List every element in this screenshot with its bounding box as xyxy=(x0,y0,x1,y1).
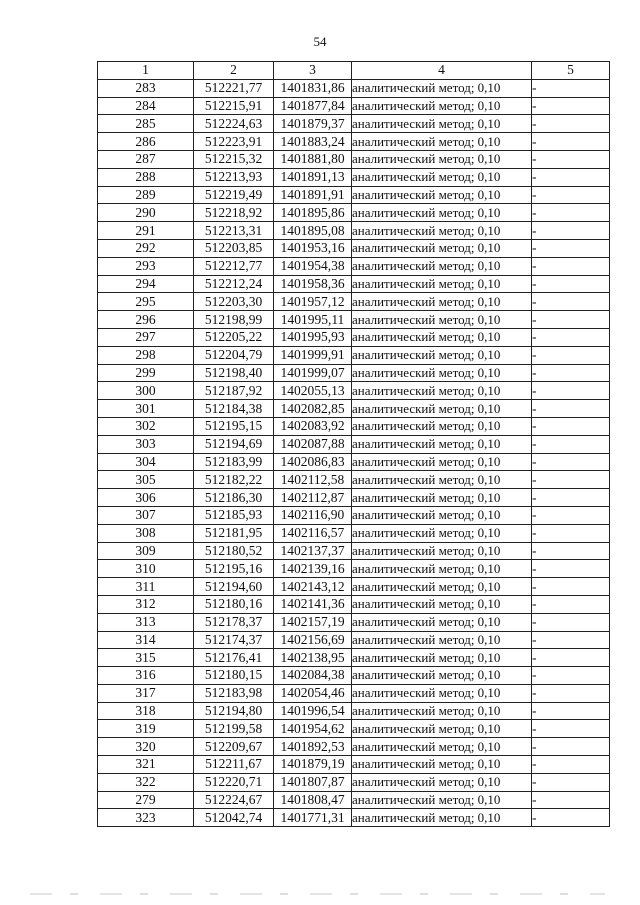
method-cell: аналитический метод; 0,10 xyxy=(352,257,532,275)
x-coordinate-cell: 512194,80 xyxy=(194,702,274,720)
table-row xyxy=(98,453,610,471)
point-number-cell: 315 xyxy=(98,649,194,667)
y-coordinate-cell: 1402112,87 xyxy=(274,489,352,507)
point-number-cell: 291 xyxy=(98,222,194,240)
table-row xyxy=(98,684,610,702)
x-coordinate-cell: 512199,58 xyxy=(194,720,274,738)
notes-cell: - xyxy=(532,702,610,720)
table-row xyxy=(98,702,610,720)
point-number-cell: 296 xyxy=(98,311,194,329)
point-number-cell: 284 xyxy=(98,97,194,115)
y-coordinate-cell: 1401999,07 xyxy=(274,364,352,382)
notes-cell: - xyxy=(532,168,610,186)
method-cell: аналитический метод; 0,10 xyxy=(352,435,532,453)
point-number-cell: 286 xyxy=(98,133,194,151)
y-coordinate-cell: 1401877,84 xyxy=(274,97,352,115)
point-number-cell: 294 xyxy=(98,275,194,293)
method-cell: аналитический метод; 0,10 xyxy=(352,186,532,204)
notes-cell: - xyxy=(532,453,610,471)
table-row xyxy=(98,79,610,97)
y-coordinate-cell: 1401879,19 xyxy=(274,756,352,774)
point-number-cell: 283 xyxy=(98,79,194,97)
y-coordinate-cell: 1402083,92 xyxy=(274,417,352,435)
method-cell: аналитический метод; 0,10 xyxy=(352,382,532,400)
point-number-cell: 321 xyxy=(98,756,194,774)
table-row xyxy=(98,186,610,204)
point-number-cell: 319 xyxy=(98,720,194,738)
scan-artifact-line xyxy=(30,893,605,895)
table-row xyxy=(98,417,610,435)
x-coordinate-cell: 512182,22 xyxy=(194,471,274,489)
y-coordinate-cell: 1401954,62 xyxy=(274,720,352,738)
table-row xyxy=(98,542,610,560)
x-coordinate-cell: 512181,95 xyxy=(194,524,274,542)
table-row xyxy=(98,738,610,756)
table-row xyxy=(98,257,610,275)
x-coordinate-cell: 512209,67 xyxy=(194,738,274,756)
table-row xyxy=(98,133,610,151)
notes-cell: - xyxy=(532,133,610,151)
notes-cell: - xyxy=(532,346,610,364)
method-cell: аналитический метод; 0,10 xyxy=(352,631,532,649)
method-cell: аналитический метод; 0,10 xyxy=(352,400,532,418)
point-number-cell: 323 xyxy=(98,809,194,827)
table-header-row xyxy=(98,62,610,80)
notes-cell: - xyxy=(532,239,610,257)
notes-cell: - xyxy=(532,400,610,418)
notes-cell: - xyxy=(532,222,610,240)
method-cell: аналитический метод; 0,10 xyxy=(352,328,532,346)
table-row xyxy=(98,328,610,346)
x-coordinate-cell: 512180,52 xyxy=(194,542,274,560)
y-coordinate-cell: 1401953,16 xyxy=(274,239,352,257)
point-number-cell: 292 xyxy=(98,239,194,257)
column-header-x: 2 xyxy=(194,62,274,80)
notes-cell: - xyxy=(532,186,610,204)
y-coordinate-cell: 1402087,88 xyxy=(274,435,352,453)
y-coordinate-cell: 1402156,69 xyxy=(274,631,352,649)
notes-cell: - xyxy=(532,471,610,489)
notes-cell: - xyxy=(532,489,610,507)
x-coordinate-cell: 512211,67 xyxy=(194,756,274,774)
y-coordinate-cell: 1402082,85 xyxy=(274,400,352,418)
notes-cell: - xyxy=(532,773,610,791)
table-row xyxy=(98,791,610,809)
point-number-cell: 300 xyxy=(98,382,194,400)
method-cell: аналитический метод; 0,10 xyxy=(352,773,532,791)
y-coordinate-cell: 1402054,46 xyxy=(274,684,352,702)
notes-cell: - xyxy=(532,506,610,524)
x-coordinate-cell: 512204,79 xyxy=(194,346,274,364)
table-row xyxy=(98,595,610,613)
table-row xyxy=(98,115,610,133)
notes-cell: - xyxy=(532,417,610,435)
x-coordinate-cell: 512213,93 xyxy=(194,168,274,186)
method-cell: аналитический метод; 0,10 xyxy=(352,239,532,257)
y-coordinate-cell: 1402084,38 xyxy=(274,667,352,685)
method-cell: аналитический метод; 0,10 xyxy=(352,738,532,756)
point-number-cell: 306 xyxy=(98,489,194,507)
y-coordinate-cell: 1401895,86 xyxy=(274,204,352,222)
method-cell: аналитический метод; 0,10 xyxy=(352,417,532,435)
point-number-cell: 312 xyxy=(98,595,194,613)
method-cell: аналитический метод; 0,10 xyxy=(352,756,532,774)
method-cell: аналитический метод; 0,10 xyxy=(352,115,532,133)
point-number-cell: 316 xyxy=(98,667,194,685)
notes-cell: - xyxy=(532,738,610,756)
method-cell: аналитический метод; 0,10 xyxy=(352,560,532,578)
y-coordinate-cell: 1402139,16 xyxy=(274,560,352,578)
table-row xyxy=(98,311,610,329)
x-coordinate-cell: 512215,32 xyxy=(194,150,274,168)
y-coordinate-cell: 1401881,80 xyxy=(274,150,352,168)
column-header-point-number: 1 xyxy=(98,62,194,80)
notes-cell: - xyxy=(532,649,610,667)
table-row xyxy=(98,168,610,186)
x-coordinate-cell: 512221,77 xyxy=(194,79,274,97)
table-row xyxy=(98,222,610,240)
y-coordinate-cell: 1401892,53 xyxy=(274,738,352,756)
notes-cell: - xyxy=(532,97,610,115)
point-number-cell: 299 xyxy=(98,364,194,382)
notes-cell: - xyxy=(532,720,610,738)
x-coordinate-cell: 512223,91 xyxy=(194,133,274,151)
y-coordinate-cell: 1402138,95 xyxy=(274,649,352,667)
notes-cell: - xyxy=(532,684,610,702)
method-cell: аналитический метод; 0,10 xyxy=(352,613,532,631)
table-row xyxy=(98,613,610,631)
notes-cell: - xyxy=(532,791,610,809)
notes-cell: - xyxy=(532,79,610,97)
point-number-cell: 302 xyxy=(98,417,194,435)
x-coordinate-cell: 512174,37 xyxy=(194,631,274,649)
x-coordinate-cell: 512224,63 xyxy=(194,115,274,133)
y-coordinate-cell: 1401958,36 xyxy=(274,275,352,293)
table-row xyxy=(98,204,610,222)
x-coordinate-cell: 512183,99 xyxy=(194,453,274,471)
x-coordinate-cell: 512203,85 xyxy=(194,239,274,257)
x-coordinate-cell: 512194,69 xyxy=(194,435,274,453)
point-number-cell: 318 xyxy=(98,702,194,720)
y-coordinate-cell: 1401995,11 xyxy=(274,311,352,329)
column-header-notes: 5 xyxy=(532,62,610,80)
y-coordinate-cell: 1401895,08 xyxy=(274,222,352,240)
table-row xyxy=(98,506,610,524)
y-coordinate-cell: 1401891,91 xyxy=(274,186,352,204)
table-row xyxy=(98,773,610,791)
method-cell: аналитический метод; 0,10 xyxy=(352,524,532,542)
notes-cell: - xyxy=(532,293,610,311)
x-coordinate-cell: 512184,38 xyxy=(194,400,274,418)
method-cell: аналитический метод; 0,10 xyxy=(352,667,532,685)
x-coordinate-cell: 512042,74 xyxy=(194,809,274,827)
table-row xyxy=(98,400,610,418)
x-coordinate-cell: 512180,16 xyxy=(194,595,274,613)
method-cell: аналитический метод; 0,10 xyxy=(352,79,532,97)
x-coordinate-cell: 512215,91 xyxy=(194,97,274,115)
table-row xyxy=(98,720,610,738)
y-coordinate-cell: 1402157,19 xyxy=(274,613,352,631)
y-coordinate-cell: 1402086,83 xyxy=(274,453,352,471)
method-cell: аналитический метод; 0,10 xyxy=(352,684,532,702)
table-row xyxy=(98,346,610,364)
y-coordinate-cell: 1401995,93 xyxy=(274,328,352,346)
method-cell: аналитический метод; 0,10 xyxy=(352,578,532,596)
method-cell: аналитический метод; 0,10 xyxy=(352,364,532,382)
notes-cell: - xyxy=(532,560,610,578)
point-number-cell: 320 xyxy=(98,738,194,756)
method-cell: аналитический метод; 0,10 xyxy=(352,809,532,827)
table-row xyxy=(98,364,610,382)
point-number-cell: 313 xyxy=(98,613,194,631)
y-coordinate-cell: 1401807,87 xyxy=(274,773,352,791)
notes-cell: - xyxy=(532,115,610,133)
table-row xyxy=(98,524,610,542)
table-row xyxy=(98,578,610,596)
table-row xyxy=(98,756,610,774)
method-cell: аналитический метод; 0,10 xyxy=(352,204,532,222)
table-row xyxy=(98,809,610,827)
table-row xyxy=(98,435,610,453)
column-header-method: 4 xyxy=(352,62,532,80)
notes-cell: - xyxy=(532,204,610,222)
x-coordinate-cell: 512212,24 xyxy=(194,275,274,293)
x-coordinate-cell: 512187,92 xyxy=(194,382,274,400)
table-row xyxy=(98,275,610,293)
y-coordinate-cell: 1402116,90 xyxy=(274,506,352,524)
y-coordinate-cell: 1401771,31 xyxy=(274,809,352,827)
y-coordinate-cell: 1401996,54 xyxy=(274,702,352,720)
notes-cell: - xyxy=(532,435,610,453)
column-header-y: 3 xyxy=(274,62,352,80)
y-coordinate-cell: 1402112,58 xyxy=(274,471,352,489)
method-cell: аналитический метод; 0,10 xyxy=(352,293,532,311)
table-row xyxy=(98,560,610,578)
point-number-cell: 322 xyxy=(98,773,194,791)
point-number-cell: 285 xyxy=(98,115,194,133)
x-coordinate-cell: 512224,67 xyxy=(194,791,274,809)
method-cell: аналитический метод; 0,10 xyxy=(352,506,532,524)
point-number-cell: 297 xyxy=(98,328,194,346)
point-number-cell: 293 xyxy=(98,257,194,275)
point-number-cell: 311 xyxy=(98,578,194,596)
table-row xyxy=(98,631,610,649)
method-cell: аналитический метод; 0,10 xyxy=(352,346,532,364)
table-row xyxy=(98,471,610,489)
method-cell: аналитический метод; 0,10 xyxy=(352,222,532,240)
notes-cell: - xyxy=(532,595,610,613)
method-cell: аналитический метод; 0,10 xyxy=(352,133,532,151)
notes-cell: - xyxy=(532,613,610,631)
point-number-cell: 309 xyxy=(98,542,194,560)
table-row xyxy=(98,239,610,257)
notes-cell: - xyxy=(532,667,610,685)
point-number-cell: 317 xyxy=(98,684,194,702)
method-cell: аналитический метод; 0,10 xyxy=(352,489,532,507)
notes-cell: - xyxy=(532,524,610,542)
table-row xyxy=(98,97,610,115)
y-coordinate-cell: 1401891,13 xyxy=(274,168,352,186)
table-row xyxy=(98,382,610,400)
page-number: 54 xyxy=(313,34,327,49)
point-number-cell: 301 xyxy=(98,400,194,418)
method-cell: аналитический метод; 0,10 xyxy=(352,542,532,560)
notes-cell: - xyxy=(532,756,610,774)
method-cell: аналитический метод; 0,10 xyxy=(352,453,532,471)
notes-cell: - xyxy=(532,382,610,400)
point-number-cell: 307 xyxy=(98,506,194,524)
x-coordinate-cell: 512205,22 xyxy=(194,328,274,346)
method-cell: аналитический метод; 0,10 xyxy=(352,649,532,667)
x-coordinate-cell: 512180,15 xyxy=(194,667,274,685)
point-number-cell: 303 xyxy=(98,435,194,453)
x-coordinate-cell: 512203,30 xyxy=(194,293,274,311)
x-coordinate-cell: 512176,41 xyxy=(194,649,274,667)
notes-cell: - xyxy=(532,275,610,293)
method-cell: аналитический метод; 0,10 xyxy=(352,702,532,720)
x-coordinate-cell: 512186,30 xyxy=(194,489,274,507)
table-row xyxy=(98,150,610,168)
y-coordinate-cell: 1402143,12 xyxy=(274,578,352,596)
method-cell: аналитический метод; 0,10 xyxy=(352,150,532,168)
x-coordinate-cell: 512194,60 xyxy=(194,578,274,596)
point-number-cell: 305 xyxy=(98,471,194,489)
x-coordinate-cell: 512220,71 xyxy=(194,773,274,791)
method-cell: аналитический метод; 0,10 xyxy=(352,471,532,489)
notes-cell: - xyxy=(532,364,610,382)
table-row xyxy=(98,293,610,311)
x-coordinate-cell: 512183,98 xyxy=(194,684,274,702)
point-number-cell: 304 xyxy=(98,453,194,471)
point-number-cell: 288 xyxy=(98,168,194,186)
point-number-cell: 295 xyxy=(98,293,194,311)
table-row xyxy=(98,489,610,507)
table-row xyxy=(98,649,610,667)
y-coordinate-cell: 1402137,37 xyxy=(274,542,352,560)
notes-cell: - xyxy=(532,542,610,560)
y-coordinate-cell: 1402055,13 xyxy=(274,382,352,400)
point-number-cell: 314 xyxy=(98,631,194,649)
x-coordinate-cell: 512219,49 xyxy=(194,186,274,204)
x-coordinate-cell: 512198,40 xyxy=(194,364,274,382)
method-cell: аналитический метод; 0,10 xyxy=(352,595,532,613)
x-coordinate-cell: 512212,77 xyxy=(194,257,274,275)
x-coordinate-cell: 512185,93 xyxy=(194,506,274,524)
y-coordinate-cell: 1402141,36 xyxy=(274,595,352,613)
method-cell: аналитический метод; 0,10 xyxy=(352,275,532,293)
method-cell: аналитический метод; 0,10 xyxy=(352,720,532,738)
point-number-cell: 310 xyxy=(98,560,194,578)
point-number-cell: 298 xyxy=(98,346,194,364)
y-coordinate-cell: 1401883,24 xyxy=(274,133,352,151)
point-number-cell: 308 xyxy=(98,524,194,542)
y-coordinate-cell: 1402116,57 xyxy=(274,524,352,542)
x-coordinate-cell: 512195,16 xyxy=(194,560,274,578)
method-cell: аналитический метод; 0,10 xyxy=(352,311,532,329)
x-coordinate-cell: 512198,99 xyxy=(194,311,274,329)
y-coordinate-cell: 1401954,38 xyxy=(274,257,352,275)
notes-cell: - xyxy=(532,631,610,649)
x-coordinate-cell: 512195,15 xyxy=(194,417,274,435)
y-coordinate-cell: 1401999,91 xyxy=(274,346,352,364)
method-cell: аналитический метод; 0,10 xyxy=(352,791,532,809)
y-coordinate-cell: 1401831,86 xyxy=(274,79,352,97)
coordinates-table xyxy=(97,61,610,827)
notes-cell: - xyxy=(532,809,610,827)
notes-cell: - xyxy=(532,150,610,168)
x-coordinate-cell: 512213,31 xyxy=(194,222,274,240)
table-row xyxy=(98,667,610,685)
point-number-cell: 287 xyxy=(98,150,194,168)
y-coordinate-cell: 1401957,12 xyxy=(274,293,352,311)
point-number-cell: 290 xyxy=(98,204,194,222)
point-number-cell: 279 xyxy=(98,791,194,809)
table-body xyxy=(98,79,610,826)
notes-cell: - xyxy=(532,578,610,596)
x-coordinate-cell: 512218,92 xyxy=(194,204,274,222)
y-coordinate-cell: 1401808,47 xyxy=(274,791,352,809)
x-coordinate-cell: 512178,37 xyxy=(194,613,274,631)
notes-cell: - xyxy=(532,311,610,329)
method-cell: аналитический метод; 0,10 xyxy=(352,97,532,115)
notes-cell: - xyxy=(532,328,610,346)
method-cell: аналитический метод; 0,10 xyxy=(352,168,532,186)
y-coordinate-cell: 1401879,37 xyxy=(274,115,352,133)
point-number-cell: 289 xyxy=(98,186,194,204)
notes-cell: - xyxy=(532,257,610,275)
